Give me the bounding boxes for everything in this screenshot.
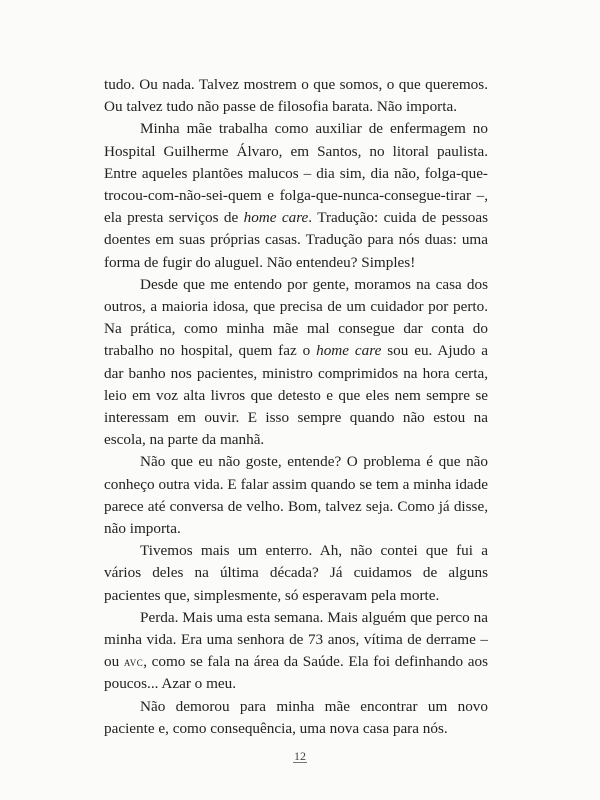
paragraph-text: sou eu. Ajudo a dar banho nos pacientes, ministro comprimidos na hora certa, leio em voz alta livros que detesto e que eles nem sempre se interessam em ouvir. E isso sempre quando não estou na escola, na parte da manhã. [104,342,488,449]
page-number [0,749,600,764]
italic-term: home care [243,209,309,227]
small-caps-abbrev: avc [123,654,144,670]
paragraph-text: . Tradução: cuida de pessoas doentes em suas próprias casas. Tradução para nós duas: uma forma de fugir do aluguel. Não entendeu? Simples! [104,209,488,271]
paragraph [104,696,488,740]
paragraph-text: Não que eu não goste, entende? O problema é que não conheço outra vida. E falar assim quando se tem a minha idade parece até conversa de velho. Bom, talvez seja. Como já disse, não importa. [104,453,488,538]
paragraph [104,274,488,452]
paragraph [104,118,488,273]
paragraph-text: Não demorou para minha mãe encontrar um novo paciente e, como consequência, uma nova casa para nós. [104,697,488,737]
book-page-body [104,74,488,740]
paragraph-text: Minha mãe trabalha como auxiliar de enfermagem no Hospital Guilherme Álvaro, em Santos, no litoral paulista. Entre aqueles plantões malucos – dia sim, dia não, folga-que-trocou-com-não-sei-quem e folga-que-nunca-consegue-tirar –, ela presta serviços de [104,120,488,227]
paragraph [104,540,488,607]
paragraph [104,451,488,540]
paragraph-text: , como se fala na área da Saúde. Ela foi definhando aos poucos... Azar o meu. [104,653,488,693]
page-number-text: 12 [294,749,306,763]
paragraph [104,607,488,696]
paragraph-text: Tivemos mais um enterro. Ah, não contei que fui a vários deles na última década? Já cuidamos de alguns pacientes que, simplesmente, só esperavam pela morte. [104,542,488,604]
paragraph [104,74,488,118]
paragraph-text: tudo. Ou nada. Talvez mostrem o que somos, o que queremos. Ou talvez tudo não passe de filosofia barata. Não importa. [104,76,488,116]
paragraph-text: Desde que me entendo por gente, moramos na casa dos outros, a maioria idosa, que precisa de um cuidador por perto. Na prática, como minha mãe mal consegue dar conta do trabalho no hospital, quem faz o [104,275,488,360]
italic-term: home care [316,342,382,360]
paragraph-text: Perda. Mais uma esta semana. Mais alguém que perco na minha vida. Era uma senhora de 73 anos, vítima de derrame – ou [104,608,488,671]
